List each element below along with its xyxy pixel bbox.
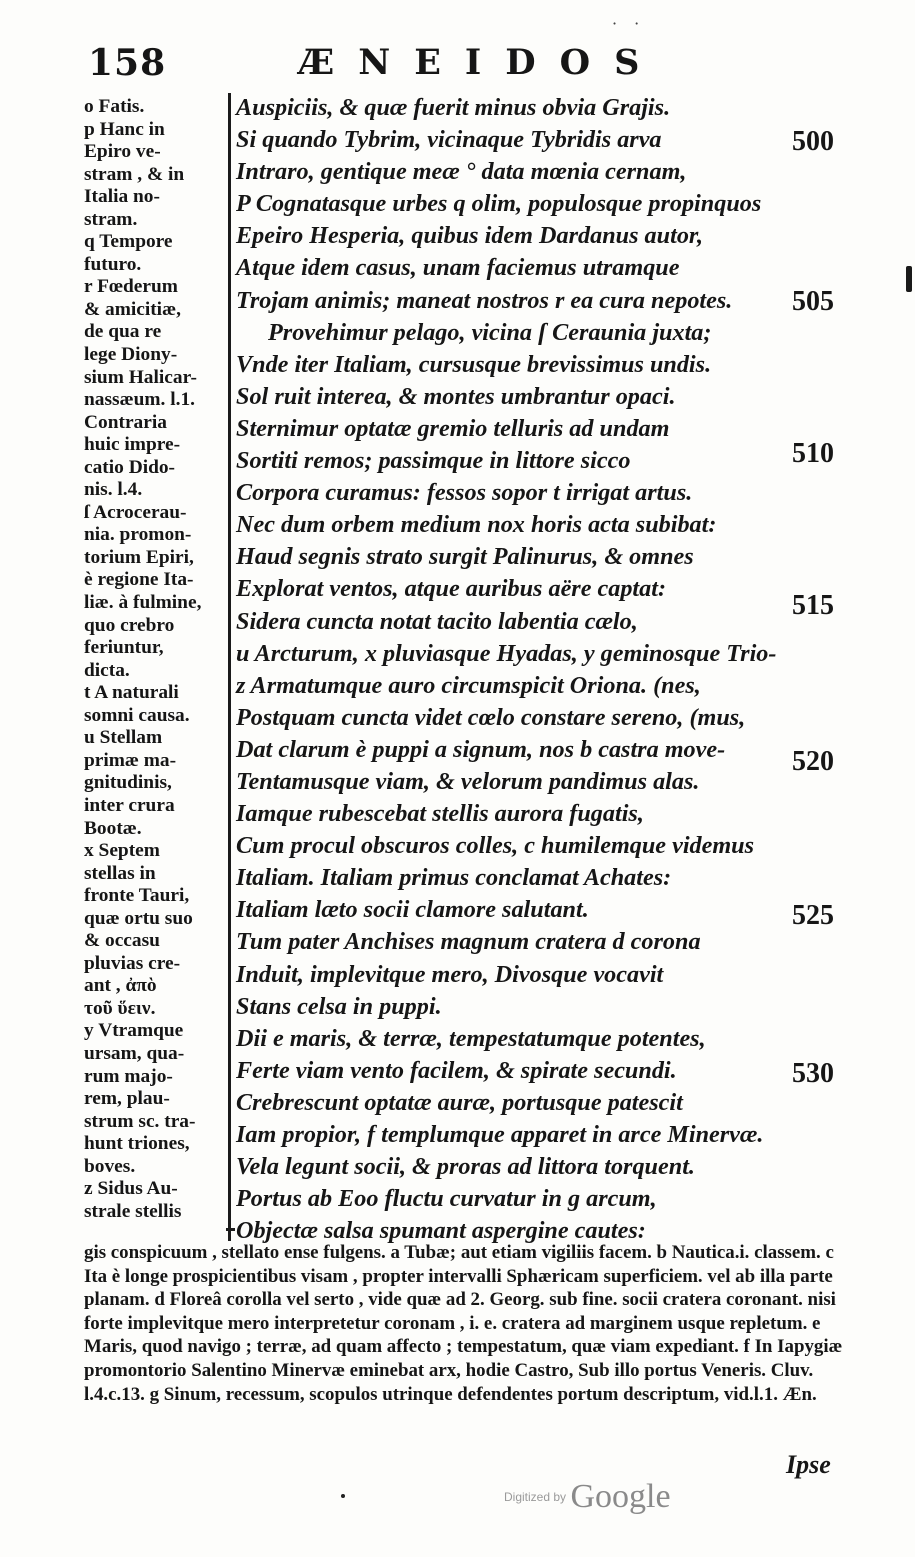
verse-line: Explorat ventos, atque auribus aëre captat: [236, 575, 667, 603]
page-number: 158 [88, 42, 167, 84]
verse-line: Dat clarum è puppi a signum, nos b castra move- [236, 735, 726, 763]
verse-line: z Armatumque auro circumspicit Oriona. (nes, [236, 671, 701, 699]
verse-line: Si quando Tybrim, vicinaque Tybridis arva [236, 126, 662, 154]
verse-line: Italiam. Italiam primus conclamat Achates: [236, 864, 672, 892]
digitized-watermark [504, 1478, 671, 1516]
verse-line: Sidera cuncta notat tacito labentia cælo, [236, 607, 638, 635]
column-rule-tick [226, 1228, 235, 1231]
verse-line: Italiam læto socii clamore salutant. [236, 896, 589, 924]
verse-line: Ferte viam vento facilem, & spirate secundi. [236, 1056, 677, 1084]
google-wordmark: Google [570, 1478, 671, 1515]
verse-line: Iam propior, f templumque apparet in arce Minervæ. [236, 1121, 764, 1148]
verse-line: Dii e maris, & terræ, tempestatumque potentes, [236, 1024, 706, 1052]
verse-line: Portus ab Eoo fluctu curvatur in g arcum, [236, 1185, 657, 1213]
line-number: 525 [792, 900, 834, 931]
verse-line: Stans celsa in puppi. [236, 992, 442, 1020]
verse-line: Postquam cuncta videt cœlo constare sereno, (mus, [236, 703, 746, 731]
verse-line: u Arcturum, x pluviasque Hyadas, y geminosque Trio- [236, 639, 777, 667]
verse-line: Atque idem casus, unam faciemus utramque [236, 254, 680, 282]
verse-line: Provehimur pelago, vicina ſ Ceraunia juxta; [268, 318, 712, 346]
verse-line: Epeiro Hesperia, quibus idem Dardanus autor, [236, 222, 704, 250]
verse-line: Tentamusque viam, & velorum pandimus alas. [236, 767, 700, 795]
line-number: 505 [792, 286, 834, 317]
verse-line: Sternimur optatæ gremio telluris ad undam [236, 414, 670, 442]
ink-dot [341, 1494, 345, 1498]
running-title: ÆNEIDOS [298, 42, 664, 83]
verse-line: Vela legunt socii, & proras ad littora torquent. [236, 1153, 695, 1181]
verse-list [236, 92, 776, 1247]
verse-line: Auspiciis, & quæ fuerit minus obvia Grajis. [236, 94, 671, 121]
verse-line: Tum pater Anchises magnum cratera d corona [236, 928, 701, 956]
line-number: 510 [792, 438, 834, 469]
verse-line: Trojam animis; maneat nostros r ea cura nepotes. [236, 286, 733, 314]
verse-line: Nec dum orbem medium nox horis acta subibat: [236, 511, 717, 539]
line-number: 515 [792, 590, 834, 621]
line-number: 520 [792, 746, 834, 777]
verse-line: Crebrescunt optatæ auræ, portusque patescit [236, 1088, 683, 1116]
verse-line: Corpora curamus: fessos sopor t irrigat artus. [236, 479, 693, 507]
verse-line: Induit, implevitque mero, Divosque vocavit [236, 960, 664, 988]
verse-line: Haud segnis strato surgit Palinurus, & omnes [236, 543, 694, 571]
footnotes: gis conspicuum , stellato ense fulgens. a Tubæ; aut etiam vigiliis facem. b Nautica.i. classem. c Ita è longe prospicientibus visam , propter intervalli Sphæricam superficiem. vel ab illa parte planam. d Floreâ corolla vel serto , vide quæ ad 2. Georg. sub fine. socii cratera coronant. nisi forte implevitque mero interpretetur coronam , i. e. cratera ad marginem usque repletum. e Maris, quod navigo ; terræ, ad quam affecto ; tempestatum, quæ viam expediant. f In Iapygiæ promontorio Salentino Minervæ eminebat arx, hodie Castro, Sub illo portus Veneris. Cluv. l.4.c.13. g Sinum, recessum, scopulos utrinque defendentes portum descriptum, vid.l.1. Æn. [84, 1242, 843, 1405]
verse-line: Cum procul obscuros colles, c humilemque videmus [236, 832, 755, 860]
top-marks: · · [612, 14, 646, 33]
line-number: 530 [792, 1058, 834, 1089]
verse-line: Sortiti remos; passimque in littore sicco [236, 447, 631, 475]
page-edge-mark [906, 266, 912, 292]
watermark-prefix: Digitized by [504, 1490, 567, 1504]
verse-line: Vnde iter Italiam, cursusque brevissimus undis. [236, 350, 712, 378]
verse-line: P Cognatasque urbes q olim, populosque propinquos [236, 190, 762, 218]
line-number: 500 [792, 126, 834, 157]
verse-line: Intraro, gentique meæ ° data mœnia cernam, [236, 158, 687, 186]
verse-line: Iamque rubescebat stellis aurora fugatis, [236, 800, 644, 828]
verse-line: Sol ruit interea, & montes umbrantur opaci. [236, 382, 676, 410]
margin-notes: o Fatis. p Hanc in Epiro ve- stram , & in Italia no- stram. q Tempore futuro. r Fœderum & amicitiæ, de qua re lege Diony- sium Halicar- nassæum. l.1. Contraria huic impre- catio Dido- nis. l.4. ſ Acrocerau- nia. promon- torium Epiri, è regione Ita- liæ. à fulmine, quo crebro feriuntur, dicta. t A naturali somni causa. u Stellam primæ ma- gnitudinis, inter crura Bootæ. x Septem stellas in fronte Tauri, quæ ortu suo & occasu pluvias cre- ant , ἀπὸ τοῦ ὕειν. y Vtramque ursam, qua- rum majo- rem, plau- strum sc. tra- hunt triones, boves. z Sidus Au- strale stellis [84, 96, 202, 1222]
catchword: Ipse [786, 1450, 831, 1479]
verse-line: Objectæ salsa spumant aspergine cautes: [236, 1217, 646, 1245]
column-rule [228, 93, 231, 1241]
